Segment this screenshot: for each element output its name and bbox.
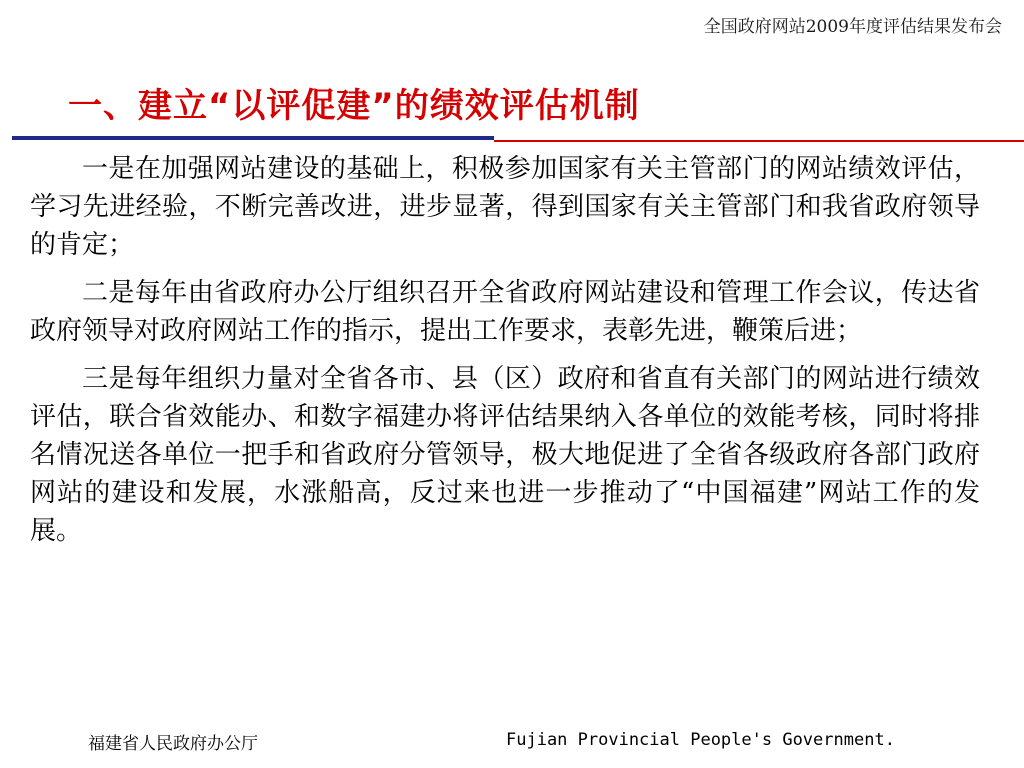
paragraph-3: 三是每年组织力量对全省各市、县（区）政府和省直有关部门的网站进行绩效评估，联合省效能办、和数字福建办将评估结果纳入各单位的效能考核，同时将排名情况送各单位一把手和省政府分管领导，极大地促进了全省各级政府各部门政府网站的建设和发展，水涨船高，反过来也进一步推动了“中国福建”网站工作的发展。 [30, 364, 980, 546]
event-title: 全国政府网站2009年度评估结果发布会 [703, 17, 1002, 37]
footer-org-cn: 福建省人民政府办公厅 [88, 734, 258, 754]
paragraph-1: 一是在加强网站建设的基础上，积极参加国家有关主管部门的网站绩效评估，学习先进经验，不断完善改进，进步显著，得到国家有关主管部门和我省政府领导的肯定； [30, 154, 980, 260]
slide-title: 一、建立“以评促建”的绩效评估机制 [68, 86, 640, 126]
title-underline-red [494, 140, 1024, 142]
title-underline-blue [12, 136, 494, 140]
paragraph-2: 二是每年由省政府办公厅组织召开全省政府网站建设和管理工作会议，传达省政府领导对政府网站工作的指示，提出工作要求，表彰先进，鞭策后进； [30, 278, 980, 346]
slide-body [30, 150, 980, 560]
footer-org-en: Fujian Provincial People's Government. [506, 730, 895, 750]
